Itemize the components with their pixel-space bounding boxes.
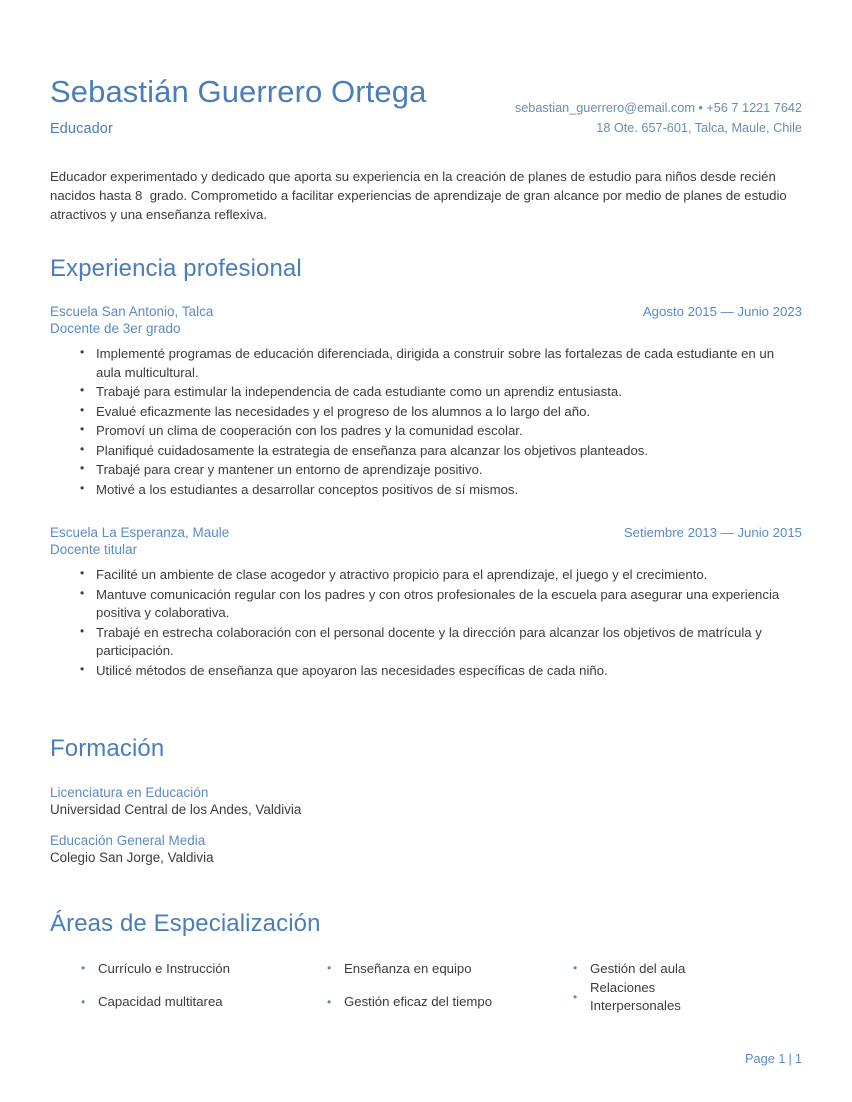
experience-bullet: • Trabajé en estrecha colaboración con el personal docente y la dirección para alcanzar los objetivos de matrícula y participación. — [80, 624, 802, 661]
experience-position: Docente de 3er grado — [50, 321, 181, 337]
skills-column — [572, 960, 802, 1030]
professional-summary: Educador experimentado y dedicado que aporta su experiencia en la creación de planes de estudio para niños desde recién nacidos hasta 8 grado. Comprometido a facilitar experiencias de aprendizaje de gran alcance por medio de planes de estudio atractivos y una enseñanza reflexiva. — [50, 169, 791, 222]
resume-header — [50, 72, 802, 138]
experience-entry — [50, 525, 802, 680]
education-degree: Educación General Media — [50, 832, 206, 848]
experience-bullet: • Trabajé para crear y mantener un entorno de aprendizaje positivo. — [80, 461, 802, 479]
skill-item: • Currículo e Instrucción — [80, 960, 310, 977]
skill-item: • Gestión del aula — [572, 960, 802, 977]
experience-bullet: • Utilicé métodos de enseñanza que apoyaron las necesidades específicas de cada niño. — [80, 662, 802, 680]
experience-entry — [50, 304, 802, 499]
footer-separator: | — [788, 1051, 792, 1066]
skills-column — [326, 960, 556, 1030]
experience-position: Docente titular — [50, 542, 138, 558]
experience-dates: Setiembre 2013 — Junio 2015 — [623, 525, 802, 541]
experience-bullet-list — [50, 566, 802, 680]
experience-bullet: • Planifiqué cuidadosamente la estrategia de enseñanza para alcanzar los objetivos planteados. — [80, 442, 802, 460]
experience-bullet-list — [50, 345, 802, 499]
skill-item: • Enseñanza en equipo — [326, 960, 556, 977]
header-identity — [50, 72, 426, 137]
experience-organization: Escuela San Antonio, Talca — [50, 304, 214, 320]
contact-block — [515, 72, 802, 138]
footer-page-label: Page — [744, 1051, 775, 1066]
skills-section — [50, 910, 802, 1030]
footer-total-pages: 1 — [794, 1051, 802, 1066]
education-school: Colegio San Jorge, Valdivia — [50, 849, 214, 865]
candidate-name: Sebastián Guerrero Ortega — [50, 74, 427, 109]
skills-column — [80, 960, 310, 1030]
skills-section-title: Áreas de Especialización — [50, 909, 321, 937]
page-footer — [745, 1051, 802, 1066]
skills-grid — [50, 960, 802, 1030]
skill-item: • Gestión eficaz del tiempo — [326, 993, 556, 1010]
education-entry — [50, 833, 802, 865]
experience-section — [50, 255, 802, 681]
education-degree: Licenciatura en Educación — [50, 784, 209, 800]
experience-bullet: • Evalué eficazmente las necesidades y el progreso de los alumnos a lo largo del año. — [80, 403, 802, 421]
education-section — [50, 735, 802, 865]
footer-current-page: 1 — [778, 1051, 786, 1066]
experience-organization: Escuela La Esperanza, Maule — [50, 525, 230, 541]
experience-bullet: • Facilité un ambiente de clase acogedor y atractivo propicio para el aprendizaje, el juego y el crecimiento. — [80, 566, 802, 584]
education-school: Universidad Central de los Andes, Valdivia — [50, 801, 302, 817]
experience-bullet: • Promoví un clima de cooperación con los padres y la comunidad escolar. — [80, 422, 802, 440]
education-entry — [50, 785, 802, 817]
skill-item: • Relaciones Interpersonales — [572, 979, 682, 1014]
skill-item: • Capacidad multitarea — [80, 993, 310, 1010]
experience-bullet: • Implementé programas de educación diferenciada, dirigida a construir sobre las fortalezas de cada estudiante en un aula multicultural. — [80, 345, 802, 382]
experience-dates: Agosto 2015 — Junio 2023 — [642, 304, 802, 320]
experience-bullet: • Trabajé para estimular la independencia de cada estudiante como un aprendiz entusiasta. — [80, 383, 802, 401]
education-section-title: Formación — [50, 735, 165, 763]
experience-section-title: Experiencia profesional — [50, 254, 302, 282]
experience-bullet: • Mantuve comunicación regular con los padres y con otros profesionales de la escuela para asegurar una experiencia positiva y colaborativa. — [80, 586, 802, 623]
experience-entry-header — [50, 304, 802, 319]
contact-email-phone: sebastian_guerrero@email.com • +56 7 1221 7642 — [514, 101, 802, 115]
contact-address: 18 Ote. 657-601, Talca, Maule, Chile — [596, 120, 802, 135]
experience-bullet: • Motivé a los estudiantes a desarrollar conceptos positivos de sí mismos. — [80, 481, 802, 499]
experience-entry-header — [50, 525, 802, 540]
candidate-job-title: Educador — [50, 120, 113, 137]
